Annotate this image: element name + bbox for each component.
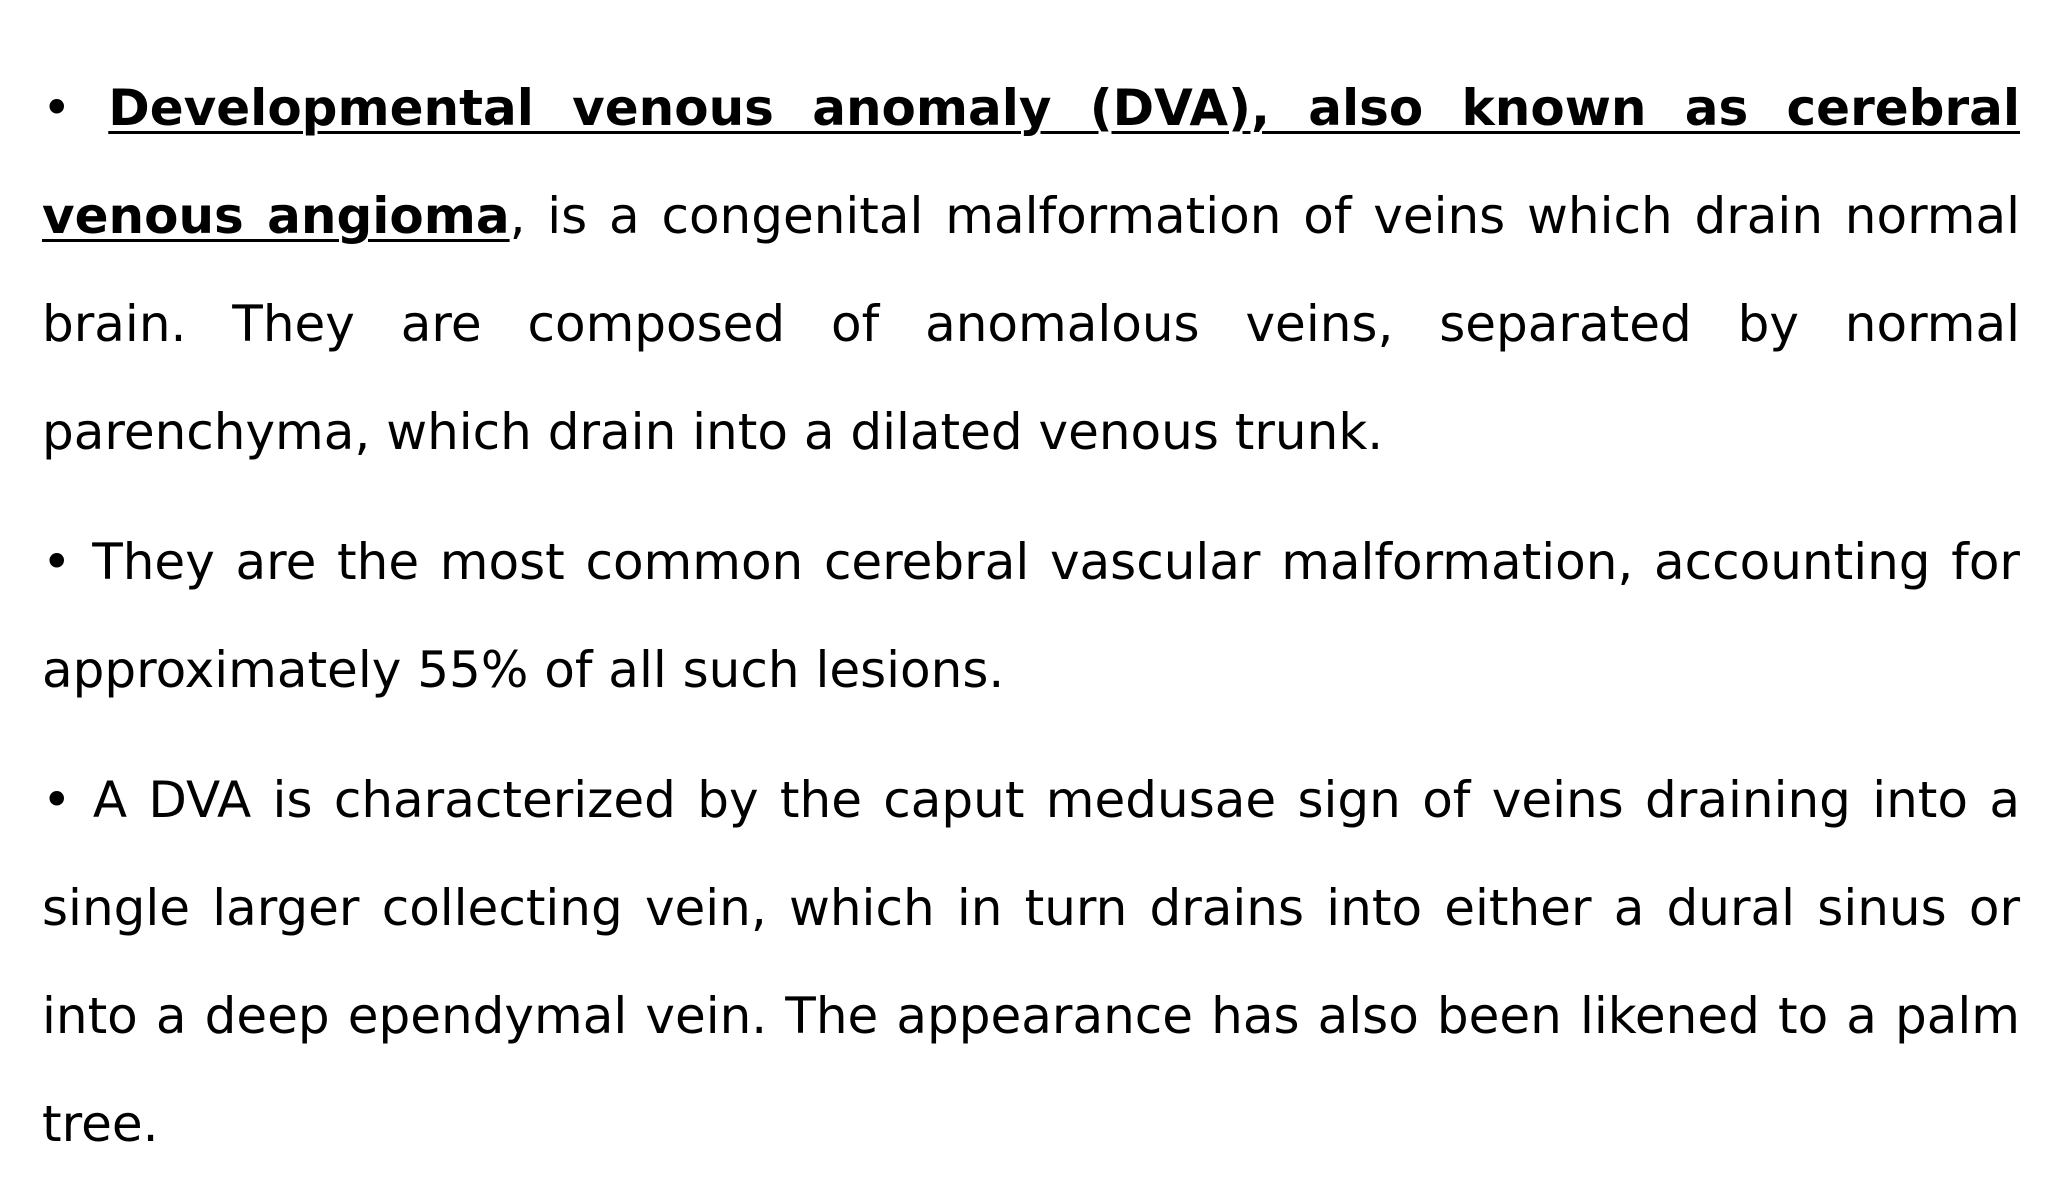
prevalence-text: They are the most common cerebral vascular malformation, accounting for approximately 55% of all such lesions.	[42, 533, 2020, 699]
bullet-marker: •	[42, 533, 72, 591]
bullet-point-caput-medusae	[42, 746, 2020, 1178]
dva-term: Developmental venous anomaly (DVA), also known as cerebral venous angioma	[42, 79, 2020, 245]
caput-medusae-text: A DVA is characterized by the caput medusae sign of veins draining into a single larger collecting vein, which in turn drains into either a dural sinus or into a deep ependymal vein. The appearance has also been likened to a palm tree.	[42, 771, 2020, 1153]
dva-definition-text: , is a congenital malformation of veins which drain normal brain. They are composed of anomalous veins, separated by normal parenchyma, which drain into a dilated venous trunk.	[42, 187, 2020, 461]
bullet-marker: •	[42, 79, 72, 137]
slide-content	[42, 54, 2020, 1200]
bullet-point-dva-definition	[42, 54, 2020, 486]
bullet-marker: •	[42, 771, 72, 829]
bullet-point-prevalence	[42, 508, 2020, 724]
